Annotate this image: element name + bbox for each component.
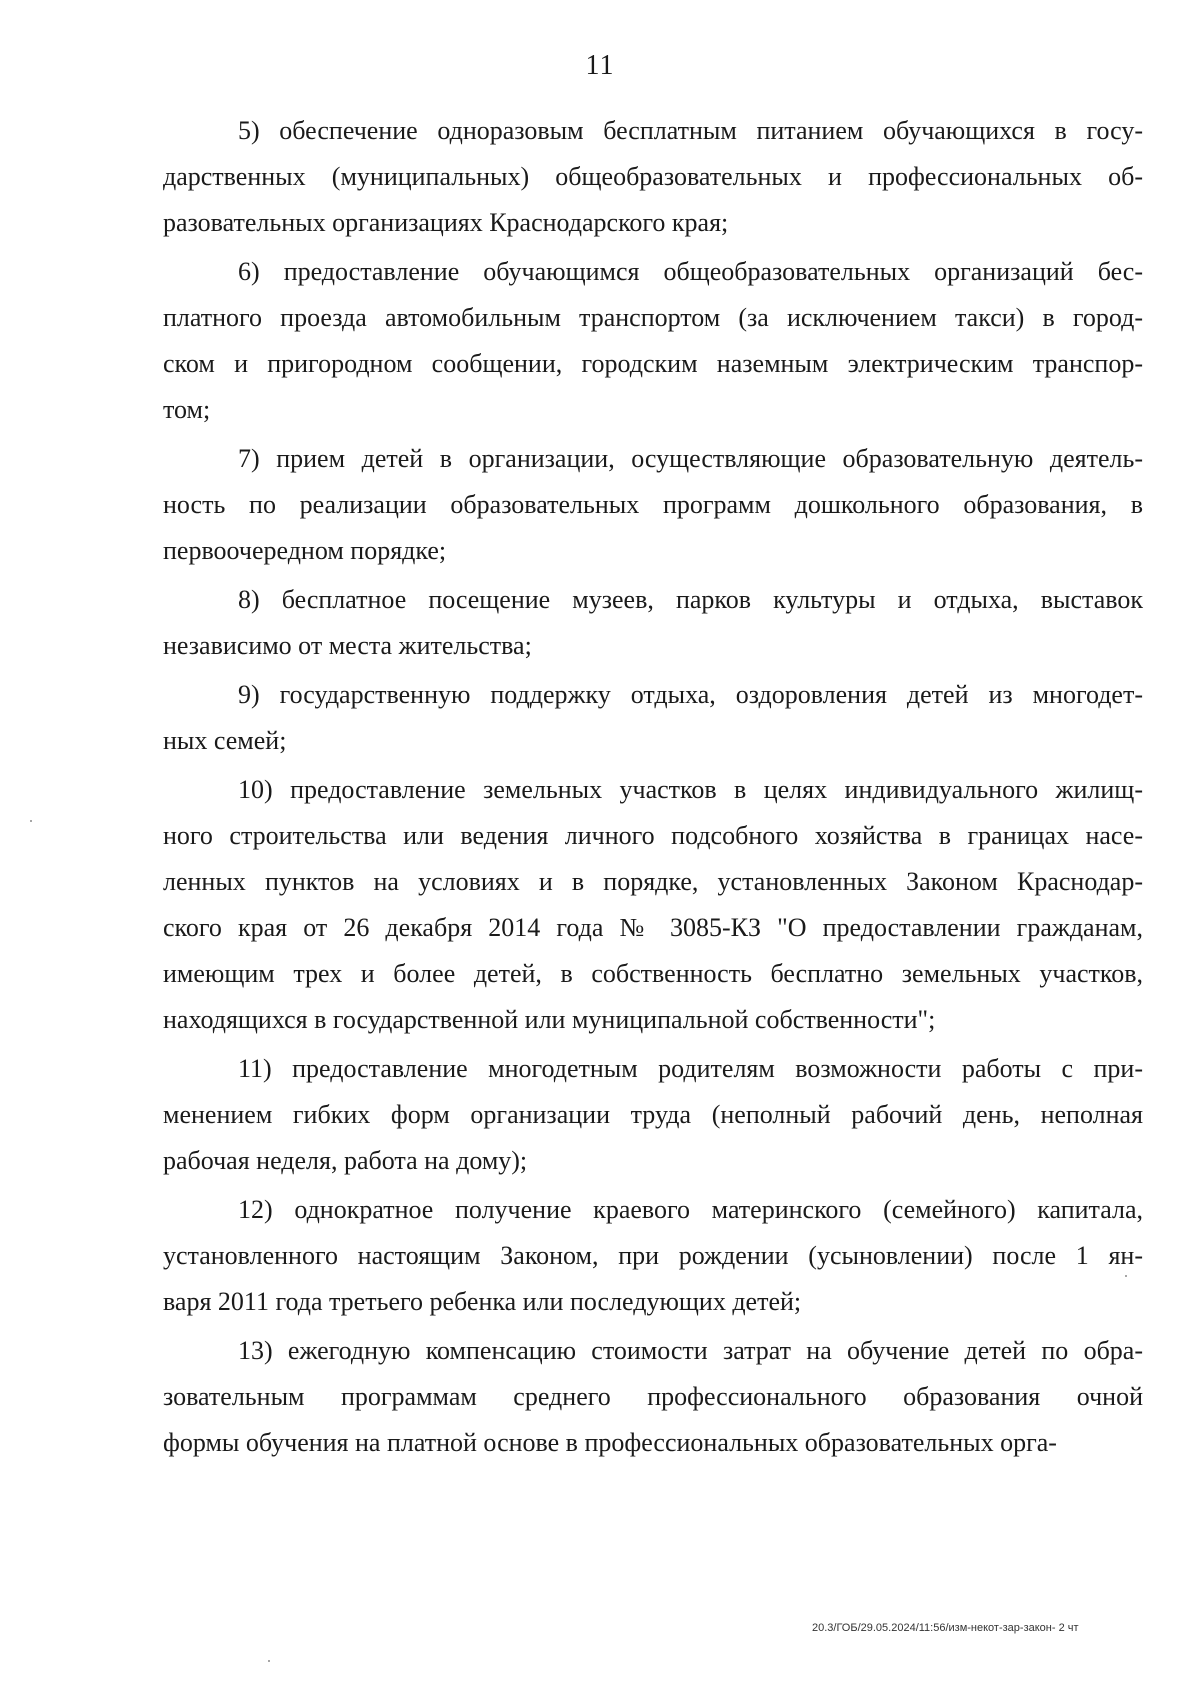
paragraph-line: ных семей; (163, 726, 287, 755)
paragraph-line: 11) предоставление многодетным родителям возможности работы с при- (238, 1054, 1143, 1083)
list-item-paragraph (163, 1187, 1143, 1325)
paragraph-line: 6) предоставление обучающимся общеобразовательных организаций бес- (238, 257, 1143, 286)
list-item-paragraph (163, 108, 1143, 246)
document-footer-code: 20.3/ГОБ/29.05.2024/11:56/изм-некот-зар-закон- 2 чт (812, 1622, 1079, 1634)
paragraph-line: зовательным программам среднего профессионального образования очной (163, 1382, 1143, 1411)
paragraph-line: 9) государственную поддержку отдыха, оздоровления детей из многодет- (238, 680, 1143, 709)
paragraph-line: 10) предоставление земельных участков в целях индивидуального жилищ- (238, 775, 1143, 804)
paragraph-line: 5) обеспечение одноразовым бесплатным питанием обучающихся в госу- (238, 116, 1143, 145)
document-body (163, 108, 1143, 1469)
list-item-paragraph (163, 1328, 1143, 1466)
paragraph-line: установленного настоящим Законом, при рождении (усыновлении) после 1 ян- (163, 1241, 1143, 1270)
list-item-paragraph (163, 767, 1143, 1043)
paragraph-line: дарственных (муниципальных) общеобразовательных и профессиональных об- (163, 162, 1143, 191)
paragraph-line: независимо от места жительства; (163, 631, 532, 660)
paragraph-line: варя 2011 года третьего ребенка или последующих детей; (163, 1287, 802, 1316)
paragraph-line: ного строительства или ведения личного подсобного хозяйства в границах насе- (163, 821, 1143, 850)
paragraph-line: ленных пунктов на условиях и в порядке, установленных Законом Краснодар- (163, 867, 1143, 896)
list-item-paragraph (163, 249, 1143, 433)
paragraph-line: первоочередном порядке; (163, 536, 447, 565)
scan-speck (1125, 1275, 1127, 1277)
list-item-paragraph (163, 436, 1143, 574)
paragraph-line: 8) бесплатное посещение музеев, парков культуры и отдыха, выставок (238, 585, 1143, 614)
paragraph-line: ность по реализации образовательных программ дошкольного образования, в (163, 490, 1143, 519)
scan-speck (30, 820, 32, 822)
paragraph-line: 13) ежегодную компенсацию стоимости затрат на обучение детей по обра- (238, 1336, 1143, 1365)
paragraph-line: менением гибких форм организации труда (неполный рабочий день, неполная (163, 1100, 1143, 1129)
paragraph-line: находящихся в государственной или муниципальной собственности"; (163, 1005, 936, 1034)
paragraph-line: платного проезда автомобильным транспортом (за исключением такси) в город- (163, 303, 1143, 332)
paragraph-line: 12) однократное получение краевого материнского (семейного) капитала, (238, 1195, 1143, 1224)
page-number: 11 (585, 50, 615, 81)
paragraph-line: формы обучения на платной основе в профессиональных образовательных орга- (163, 1428, 1057, 1457)
paragraph-line: рабочая неделя, работа на дому); (163, 1146, 528, 1175)
paragraph-line: разовательных организациях Краснодарского края; (163, 208, 729, 237)
paragraph-line: ском и пригородном сообщении, городским наземным электрическим транспор- (163, 349, 1143, 378)
paragraph-line: том; (163, 395, 211, 424)
list-item-paragraph (163, 672, 1143, 764)
list-item-paragraph (163, 1046, 1143, 1184)
list-item-paragraph (163, 577, 1143, 669)
paragraph-line: ского края от 26 декабря 2014 года № 3085-КЗ "О предоставлении гражданам, (163, 913, 1143, 942)
scan-speck (268, 1660, 270, 1662)
paragraph-line: имеющим трех и более детей, в собственность бесплатно земельных участков, (163, 959, 1143, 988)
paragraph-line: 7) прием детей в организации, осуществляющие образовательную деятель- (238, 444, 1143, 473)
